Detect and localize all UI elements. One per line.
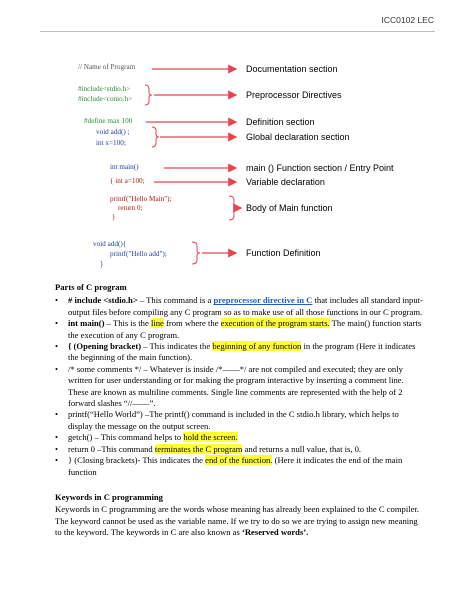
program-structure-diagram [0, 0, 474, 280]
label-function-def: Function Definition [246, 248, 321, 258]
list-item: • int main() – This is the line from where the execution of the program starts. The main() function starts the execution of any C program. [55, 318, 425, 341]
parts-heading: Parts of C program [55, 282, 127, 292]
highlight: hold the screen. [183, 432, 238, 443]
label-main: main () Function section / Entry Point [246, 163, 394, 173]
main-content [55, 282, 425, 539]
list-item: • { (Opening bracket) – This indicates the beginning of any function in the program (Here it indicates the beginning of the main function). [55, 341, 425, 364]
label-global: Global declaration section [246, 132, 350, 142]
label-documentation: Documentation section [246, 64, 338, 74]
code-line-return: return 0; [118, 204, 143, 212]
bracket-global [152, 127, 159, 147]
label-body: Body of Main function [246, 203, 333, 213]
keywords-paragraph: Keywords in C programming are the words whose meaning has already been explained to the C compiler. The keyword cannot be used as the variable name. If we try to do so we are trying to assign new meaning to the keyword. The keywords in C are also known as ‘Reserved words’. [55, 504, 419, 538]
highlight: line [150, 318, 164, 329]
code-line-define: #define max 100 [84, 117, 133, 125]
bracket-body [229, 196, 237, 220]
highlight: end of the function. [205, 455, 273, 466]
list-item: • } (Closing brackets)- This indicates the end of the function. (Here it indicates the end of the main function [55, 455, 425, 478]
label-variable: Variable declaration [246, 177, 325, 187]
label-preprocessor: Preprocessor Directives [246, 90, 342, 100]
code-line-comment: // Name of Program [78, 63, 136, 71]
bracket-preprocessor [145, 85, 152, 105]
parts-list [55, 295, 425, 478]
code-line-close-add: } [100, 260, 104, 268]
highlight: terminates the C program [154, 443, 243, 454]
code-line-main: int main() [110, 163, 139, 171]
preprocessor-link[interactable]: preprocessor directive in C [213, 295, 313, 306]
bracket-function-def [192, 242, 200, 264]
list-item: • /* some comments */ – Whatever is inside /*——*/ are not compiled and executed; they are only written for user understanding or for making the program interactive by inserting a comment line. These are known as multiline comments. Single line comments are represented with the help of 2 forward slashes “//——”. [55, 364, 425, 410]
code-line-include-conio: #include<conio.h> [78, 95, 133, 103]
list-item: • # include <stdio.h> – This command is a preprocessor directive in C that includes all standard input-output files before compiling any C program so as to make use of all those functions in our C program. [55, 295, 425, 318]
code-line-printf-add: printf("Hello add"); [110, 250, 167, 258]
list-item: • getch() – This command helps to hold the screen. [55, 432, 425, 443]
label-definition: Definition section [246, 117, 315, 127]
list-item: • return 0 –This command terminates the C program and returns a null value, that is, 0. [55, 444, 425, 455]
list-item: • printf(“Hello World”) –The printf() command is included in the C stdio.h library, which helps to display the message on the output screen. [55, 409, 425, 432]
highlight: execution of the program starts. [220, 318, 330, 329]
code-line-add-def: void add(){ [93, 240, 127, 248]
code-line-local-var: { int a=100; [110, 177, 145, 185]
highlight: beginning of any function [212, 341, 302, 352]
code-line-close-main: } [112, 213, 116, 221]
document-code: ICC0102 LEC [381, 15, 434, 25]
code-line-global-var: int x=100; [96, 139, 126, 147]
code-line-printf-main: printf("Hello Main"); [110, 195, 172, 203]
code-line-include-stdio: #include<stdio.h> [78, 85, 131, 93]
code-line-add-prototype: void add() ; [96, 128, 130, 136]
keywords-heading: Keywords in C programming [55, 491, 163, 502]
